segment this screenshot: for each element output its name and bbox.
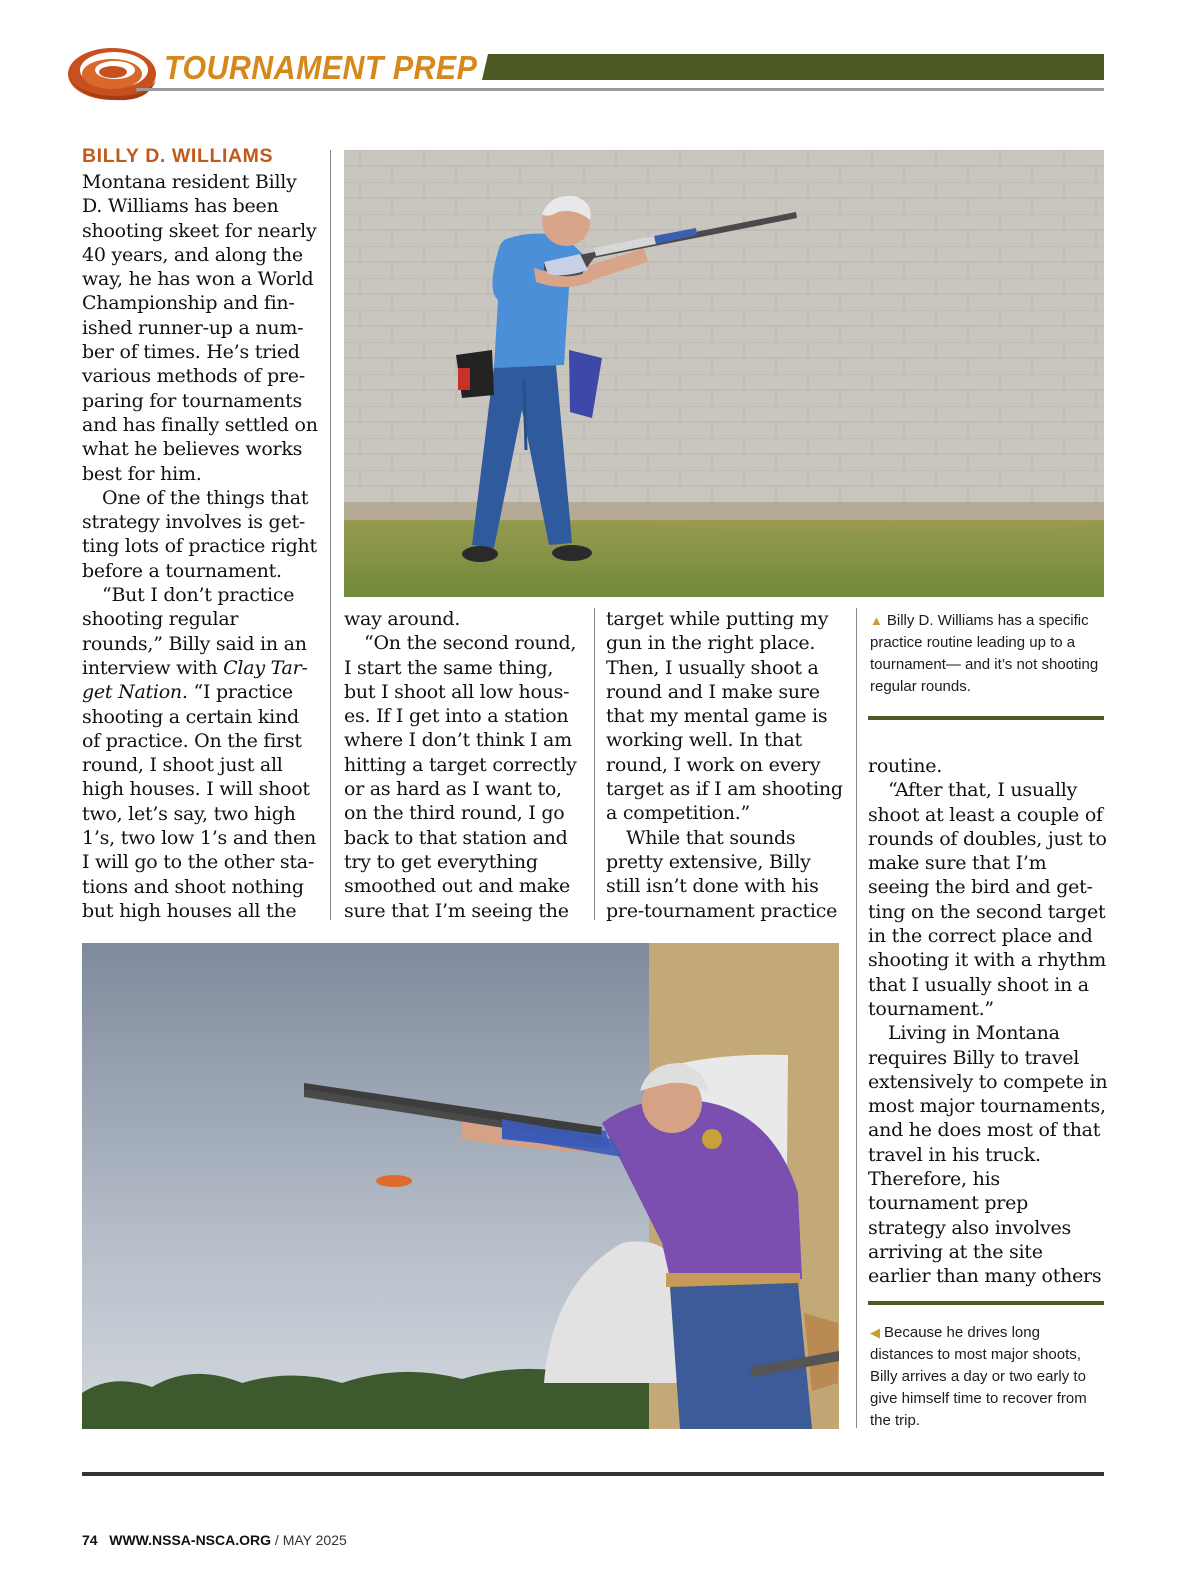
photo-caption-1 [870,610,1106,698]
text-span: “But I don’t practice shooting regular rounds,” Billy said in an interview with [82,584,307,679]
article-column-4 [868,754,1108,1289]
text-span: “I practice shooting a certain kind of practice. On the first round, I shoot just all high houses. I will shoot two, let’s say, two high 1’s, two low 1’s and then I will go to the other stations and shoot nothing but high houses all the [82,681,316,922]
column-divider [856,608,857,1428]
page-footer [82,1532,347,1548]
paragraph: “After that, I usually shoot at least a couple of rounds of doubles, just to make sure that I’m seeing the bird and getting on the second target in the correct place and shooting it with a rhythm that I usually shoot in a tournament.” [868,779,1107,1020]
paragraph: While that sounds pretty extensive, Billy still isn’t done with his pre-tournament practice [606,826,838,922]
paragraph: way around. [344,608,461,630]
caption-text: Because he drives long distances to most major shoots, Billy arrives a day or two early to give himself time to recover from the trip. [870,1324,1087,1429]
article-column-1 [82,170,320,923]
column-divider [330,150,331,920]
section-title: TOURNAMENT PREP [164,49,478,86]
paragraph: target while putting my gun in the right place. Then, I usually shoot a round and I make sure that my mental game is working well. In that round, I work on every target as if I am shooting a competition.” [606,608,843,825]
issue-date: MAY 2025 [282,1532,347,1548]
caption-arrow-left-icon: ◀ [870,1325,880,1340]
footer-rule [82,1472,1104,1476]
caption-text: Billy D. Williams has a specific practice routine leading up to a tournament— and it’s not shooting regular rounds. [870,612,1099,695]
caption-rule [868,716,1104,720]
caption-arrow-up-icon: ▲ [870,613,883,628]
website-link[interactable]: WWW.NSSA-NSCA.ORG [109,1532,272,1548]
article-column-3 [606,607,846,923]
photo-shooter-wall [344,150,1104,597]
paragraph: Living in Montana requires Billy to travel extensively to compete in most major tournaments, and he does most of that travel in his truck. Therefore, his tournament prep strategy also involves arriving at the site earlier than many others [868,1022,1108,1288]
photo-shooter-station [82,943,839,1429]
header-bar [482,54,1104,80]
paragraph [82,583,320,923]
page-number: 74 [82,1532,98,1548]
footer-separator: / [274,1532,279,1548]
clay-target-icon [66,40,158,104]
author-heading: BILLY D. WILLIAMS [82,145,274,167]
header-rule [136,88,1104,91]
paragraph: One of the things that strategy involves is getting lots of practice right before a tournament. [82,486,317,582]
paragraph: Montana resident Billy D. Williams has been shooting skeet for nearly 40 years, and along the way, he has won a World Championship and finished runner-up a number of times. He’s tried various methods of preparing for tournaments and has finally settled on what he believes works best for him. [82,171,318,485]
photo-caption-2 [870,1322,1106,1432]
paragraph: “On the second round, I start the same thing, but I shoot all low houses. If I get into a station where I don’t think I am hitting a target correctly or as hard as I want to, on the third round, I go back to that station and try to get everything smoothed out and make sure that I’m seeing the [344,632,577,922]
publication-name: Clay Target Nation. [82,656,308,704]
paragraph: routine. [868,755,942,777]
caption-rule [868,1301,1104,1305]
article-column-2 [344,607,584,923]
column-divider [594,608,595,920]
